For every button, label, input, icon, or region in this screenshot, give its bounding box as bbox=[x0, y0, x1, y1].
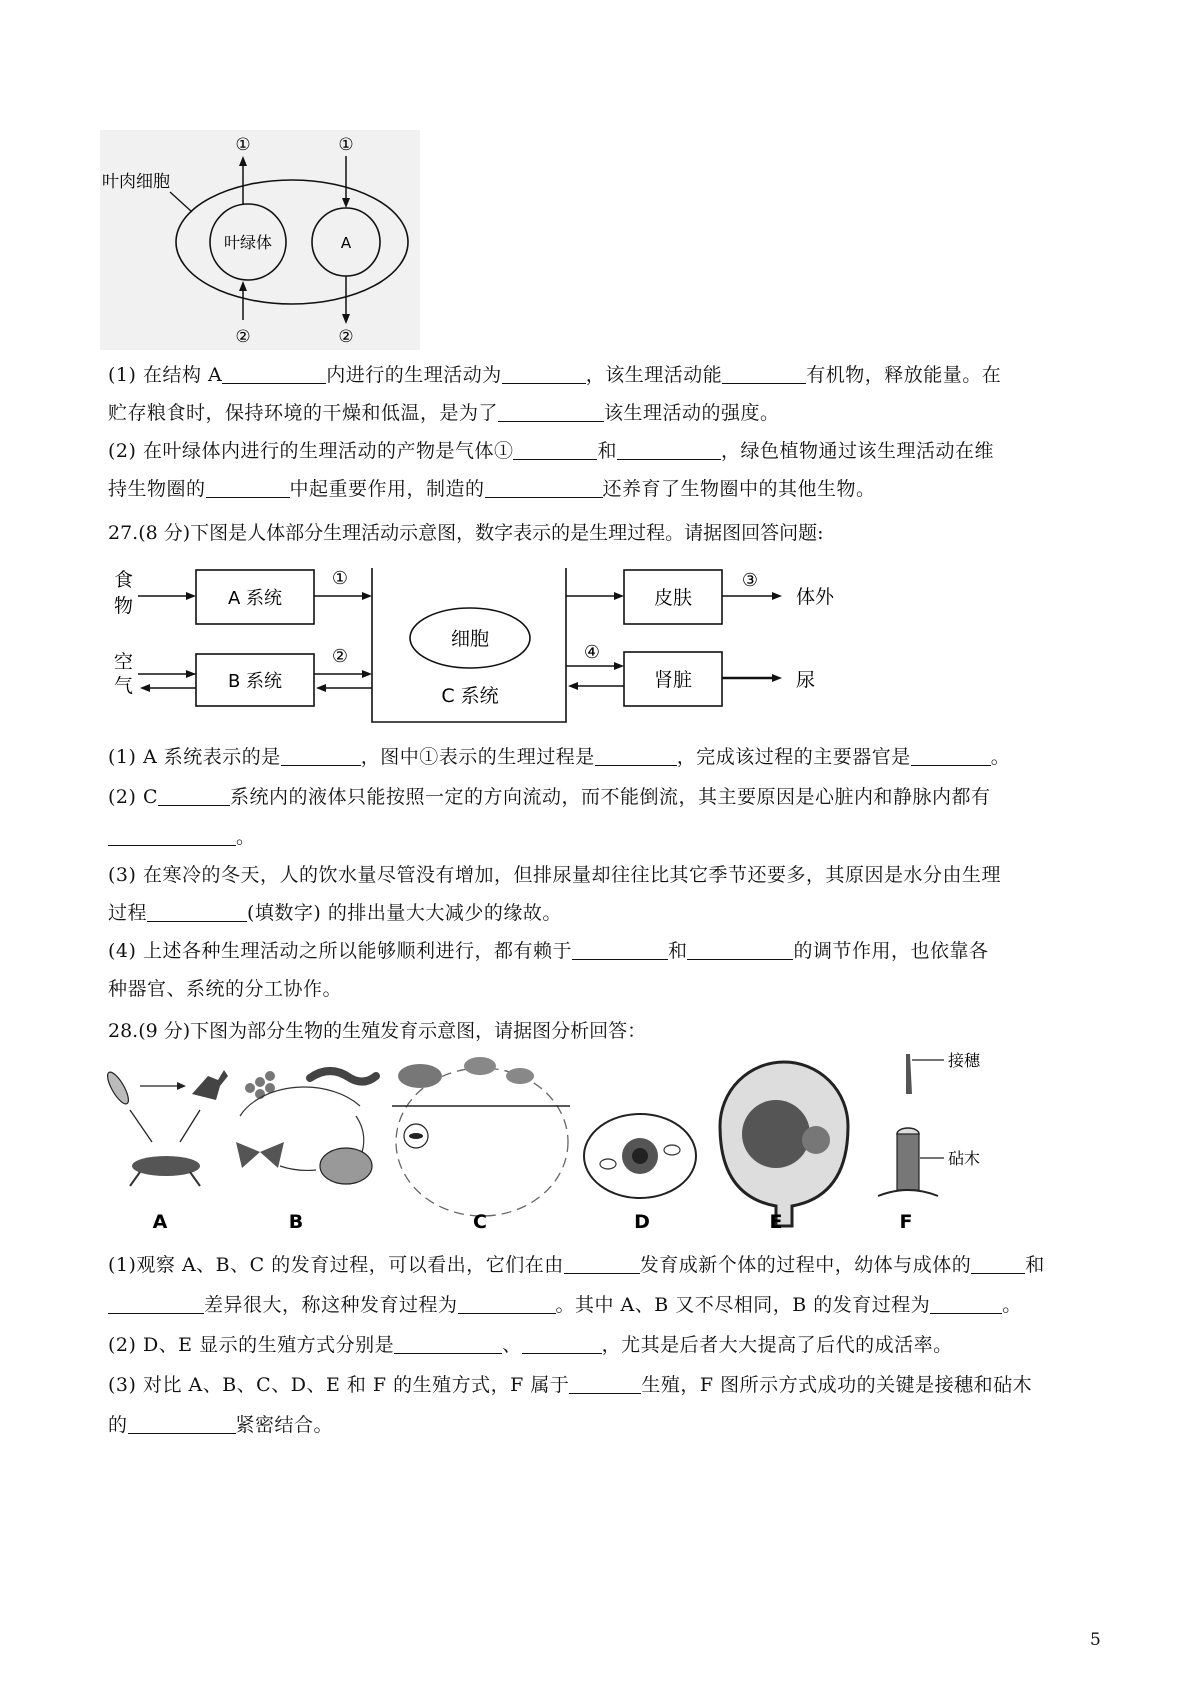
chloroplast-label: 叶绿体 bbox=[223, 233, 273, 252]
leg bbox=[190, 1172, 200, 1186]
egg-icon bbox=[104, 1069, 132, 1106]
q28-part1-line1 bbox=[108, 1246, 1108, 1284]
text: 的调节作用，也依靠各 bbox=[793, 940, 989, 962]
text: (2) 在叶绿体内进行的生理活动的产物是气体① bbox=[108, 440, 514, 462]
nymph-icon bbox=[192, 1070, 228, 1100]
stock-label: 砧木 bbox=[948, 1149, 981, 1168]
skin-label: 皮肤 bbox=[653, 587, 693, 609]
label-c: C bbox=[473, 1211, 487, 1233]
arrowhead-2-in bbox=[362, 670, 372, 678]
cycle-arc bbox=[280, 1166, 316, 1170]
panel-a bbox=[104, 1069, 228, 1186]
text: 。 bbox=[1002, 1294, 1022, 1316]
text: (2) D、E 显示的生殖方式分别是 bbox=[108, 1334, 395, 1356]
a-system-label: A 系统 bbox=[227, 588, 283, 609]
panel-b bbox=[236, 1071, 376, 1184]
text: 有机物，释放能量。在 bbox=[806, 364, 1002, 386]
answer-blank[interactable] bbox=[971, 1251, 1025, 1274]
roots bbox=[878, 1190, 938, 1196]
text: 发育成新个体的过程中，幼体与成体的 bbox=[639, 1254, 972, 1276]
butterfly-icon bbox=[236, 1142, 284, 1168]
q26-part1-line2 bbox=[108, 394, 1108, 432]
answer-blank[interactable] bbox=[222, 361, 326, 384]
cell-label: 细胞 bbox=[450, 628, 490, 650]
text: 贮存粮食时，保持环境的干燥和低温，是为了 bbox=[108, 402, 499, 424]
air-in-arrowhead bbox=[186, 670, 196, 678]
answer-blank[interactable] bbox=[595, 743, 677, 766]
text: ，该生理活动能 bbox=[585, 364, 723, 386]
label-e: E bbox=[769, 1211, 783, 1233]
text: ，完成该过程的主要器官是 bbox=[676, 746, 911, 768]
text: ，绿色植物通过该生理活动在维 bbox=[720, 440, 994, 462]
q27-title: 27.(8 分)下图是人体部分生理活动示意图，数字表示的是生理过程。请据图回答问题: bbox=[108, 522, 824, 544]
q26-part2-line1 bbox=[108, 432, 1108, 470]
pupa-icon bbox=[320, 1148, 372, 1184]
human-physiology-diagram bbox=[100, 562, 860, 732]
b-system-label: B 系统 bbox=[227, 671, 283, 692]
arrowhead-4-out bbox=[568, 682, 578, 690]
text: ，尤其是后者大大提高了后代的成活率。 bbox=[601, 1334, 953, 1356]
q28-title: 28.(9 分)下图为部分生物的生殖发育示意图，请据图分析回答： bbox=[108, 1020, 647, 1042]
food-label-1: 食 bbox=[114, 569, 134, 591]
process-3: ③ bbox=[741, 570, 759, 591]
answer-blank[interactable] bbox=[617, 437, 721, 460]
air-label-2: 气 bbox=[114, 675, 134, 697]
text: 该生理活动的强度。 bbox=[604, 402, 780, 424]
text: 过程 bbox=[108, 902, 148, 924]
answer-blank[interactable] bbox=[147, 899, 247, 922]
egg-core bbox=[409, 1133, 423, 1139]
reproduction-diagram bbox=[100, 1046, 1000, 1242]
panel-e bbox=[720, 1062, 848, 1226]
fetus-icon bbox=[742, 1100, 810, 1168]
label-a: A bbox=[152, 1211, 168, 1233]
text: 和 bbox=[1025, 1254, 1045, 1276]
young-frog-icon bbox=[506, 1068, 534, 1084]
mark-1-left: ① bbox=[235, 135, 251, 155]
text: (4) 上述各种生理活动之所以能够顺利进行，都有赖于 bbox=[108, 940, 572, 962]
text: 还养育了生物圈中的其他生物。 bbox=[602, 478, 876, 500]
text: 内进行的生理活动为 bbox=[326, 364, 502, 386]
text: 和 bbox=[667, 940, 688, 962]
answer-blank[interactable] bbox=[394, 1331, 502, 1354]
q28-part2 bbox=[108, 1326, 1108, 1364]
q26-part1-line1 bbox=[108, 356, 1108, 394]
q27-part4-line2: 种器官、系统的分工协作。 bbox=[108, 978, 343, 1000]
leaf-cell-label: 叶肉细胞 bbox=[102, 172, 170, 192]
answer-blank[interactable] bbox=[158, 783, 230, 806]
text: 。 bbox=[990, 746, 1011, 768]
stock-icon bbox=[897, 1134, 919, 1190]
answer-blank[interactable] bbox=[485, 475, 603, 498]
text: 紧密结合。 bbox=[235, 1414, 334, 1436]
text: (1) A 系统表示的是 bbox=[108, 746, 281, 768]
text: 系统内的液体只能按照一定的方向流动，而不能倒流，其主要原因是心脏内和静脉内都有 bbox=[230, 786, 991, 808]
scion-label: 接穗 bbox=[948, 1051, 981, 1070]
text: 、 bbox=[502, 1334, 522, 1356]
answer-blank[interactable] bbox=[108, 823, 236, 846]
answer-blank[interactable] bbox=[930, 1291, 1002, 1314]
leg bbox=[130, 1172, 140, 1186]
text: 差异很大，称这种发育过程为 bbox=[204, 1294, 458, 1316]
answer-blank[interactable] bbox=[569, 1371, 641, 1394]
text: 和 bbox=[597, 440, 617, 462]
q28-part3-line2 bbox=[108, 1406, 1108, 1444]
air-label-1: 空 bbox=[114, 651, 134, 673]
q28-part1-line2 bbox=[108, 1286, 1108, 1324]
text: 中起重要作用，制造的 bbox=[289, 478, 485, 500]
food-label-2: 物 bbox=[114, 595, 134, 617]
answer-blank[interactable] bbox=[687, 937, 793, 960]
text: 。其中 A、B 又不尽相同，B 的发育过程为 bbox=[555, 1294, 931, 1316]
page-number: 5 bbox=[1090, 1630, 1101, 1650]
answer-blank[interactable] bbox=[502, 361, 586, 384]
arrowhead-1 bbox=[362, 592, 372, 600]
q27-part4-line1 bbox=[108, 932, 1108, 970]
panel-d bbox=[584, 1114, 696, 1198]
answer-blank[interactable] bbox=[206, 475, 290, 498]
urine-label: 尿 bbox=[796, 669, 816, 691]
leaf-cell-diagram bbox=[100, 130, 420, 350]
mark-2-right: ② bbox=[338, 327, 354, 347]
panel-c bbox=[392, 1057, 570, 1216]
answer-blank[interactable] bbox=[513, 437, 597, 460]
text: 生殖，F 图所示方式成功的关键是接穗和砧木 bbox=[641, 1374, 1033, 1396]
young-frog-icon bbox=[464, 1057, 496, 1075]
panel-f bbox=[878, 1051, 981, 1196]
text: ，图中①表示的生理过程是 bbox=[360, 746, 595, 768]
text: (1)观察 A、B、C 的发育过程，可以看出，它们在由 bbox=[108, 1254, 564, 1276]
answer-blank[interactable] bbox=[128, 1411, 236, 1434]
chalaza bbox=[600, 1159, 616, 1169]
mark-1-right: ① bbox=[338, 135, 354, 155]
answer-blank[interactable] bbox=[722, 361, 806, 384]
arrow bbox=[130, 1110, 152, 1142]
answer-blank[interactable] bbox=[498, 399, 604, 422]
label-d: D bbox=[634, 1211, 650, 1233]
label-f: F bbox=[899, 1211, 913, 1233]
arrowhead bbox=[177, 1082, 186, 1090]
q27-part2-line2 bbox=[108, 818, 1108, 856]
answer-blank[interactable] bbox=[458, 1291, 556, 1314]
text: (3) 对比 A、B、C、D、E 和 F 的生殖方式，F 属于 bbox=[108, 1374, 570, 1396]
answer-blank[interactable] bbox=[572, 937, 668, 960]
kidney-label: 肾脏 bbox=[653, 669, 693, 691]
answer-blank[interactable] bbox=[564, 1251, 640, 1274]
scion-icon bbox=[906, 1054, 912, 1094]
process-2: ② bbox=[331, 646, 349, 667]
placenta-icon bbox=[802, 1126, 830, 1154]
mark-2-left: ② bbox=[235, 327, 251, 347]
answer-blank[interactable] bbox=[108, 1291, 204, 1314]
text: 的 bbox=[108, 1414, 128, 1436]
arrowhead-urine bbox=[772, 674, 782, 682]
chalaza bbox=[664, 1145, 680, 1155]
arrowhead-4-in bbox=[614, 662, 624, 670]
structure-a-label: A bbox=[340, 234, 352, 252]
q28-part3-line1 bbox=[108, 1366, 1108, 1404]
text: (1) 在结构 A bbox=[108, 364, 223, 386]
arrowhead-2-out bbox=[316, 684, 326, 692]
q27-part3-line2 bbox=[108, 894, 1108, 932]
food-arrowhead bbox=[186, 592, 196, 600]
q26-part2-line2 bbox=[108, 470, 1108, 508]
text: (填数字) 的排出量大大减少的缘故。 bbox=[247, 902, 562, 924]
q27-part3-line1: (3) 在寒冷的冬天，人的饮水量尽管没有增加，但排尿量却往往比其它季节还要多，其原因是水分由生理 bbox=[108, 864, 1001, 886]
label-b: B bbox=[288, 1211, 304, 1233]
text: 。 bbox=[236, 826, 256, 848]
arrowhead-to-skin bbox=[614, 592, 624, 600]
text: (2) C bbox=[108, 786, 158, 808]
text: 持生物圈的 bbox=[108, 478, 206, 500]
germinal-disc bbox=[632, 1148, 648, 1164]
egg bbox=[255, 1077, 265, 1087]
c-system-label: C 系统 bbox=[441, 685, 499, 707]
q27-part1 bbox=[108, 738, 1108, 776]
process-4: ④ bbox=[583, 642, 601, 663]
arrowhead-3 bbox=[772, 592, 782, 600]
air-out-arrowhead bbox=[140, 684, 150, 692]
egg bbox=[265, 1071, 275, 1081]
answer-blank[interactable] bbox=[281, 743, 361, 766]
outside-label: 体外 bbox=[796, 586, 835, 608]
arrow bbox=[180, 1110, 200, 1142]
larva-icon bbox=[310, 1071, 376, 1082]
process-1: ① bbox=[331, 568, 349, 589]
adult-frog-icon bbox=[398, 1064, 442, 1088]
q27-part2-line1 bbox=[108, 778, 1108, 816]
answer-blank[interactable] bbox=[522, 1331, 602, 1354]
egg bbox=[245, 1083, 255, 1093]
answer-blank[interactable] bbox=[911, 743, 991, 766]
